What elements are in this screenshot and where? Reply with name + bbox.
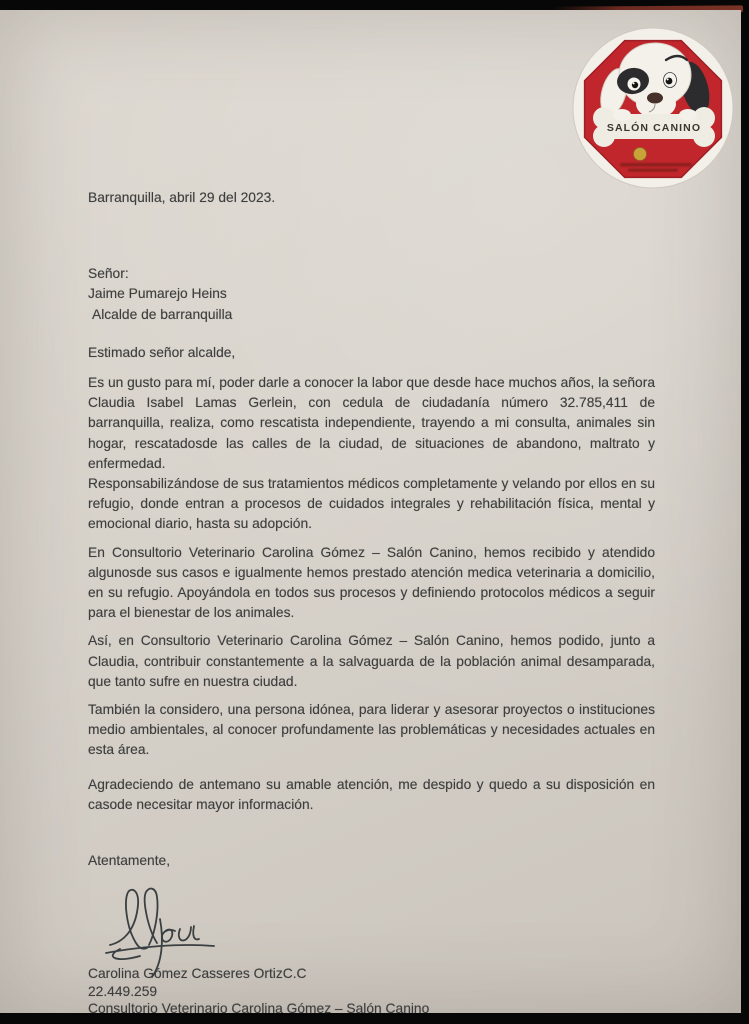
signature-letters xyxy=(162,926,199,942)
closing: Atentamente, xyxy=(88,853,171,869)
paragraph: Agradeciendo de antemano su amable atención, me despido y quedo a su disposición en casode necesitar mayor información. xyxy=(88,776,655,812)
signer-id-number: 22.449.259 xyxy=(88,983,158,999)
recipient-salutation: Señor: xyxy=(88,266,129,282)
paragraph: Es un gusto para mí, poder darle a conocer la labor que desde hace muchos años, la señora Claudia Isabel Lamas Gerlein, con cedula de ciudadanía número 32.785,411 de barranquilla, realiza, como rescatista independiente, trayendo a mi consulta, animales sin hogar, rescatadosde las calles de la ciudad, de situaciones de abandono, maltrato y enfermedad. xyxy=(88,375,655,471)
greeting: Estimado señor alcalde, xyxy=(88,344,236,360)
paragraph: Así, en Consultorio Veterinario Carolina Gómez – Salón Canino, hemos podido, junto a Claudia, contribuir constantemente a la salvaguarda de la población animal desamparada, que tanto sufre en nuestra ciudad. xyxy=(88,633,655,689)
signature-loop-1 xyxy=(110,890,147,949)
paragraph: También la considero, una persona idónea, para liderar y asesorar proyectos o instituciones medio ambientales, al conocer profundamente las problemáticas y necesidades actuales en esta área. xyxy=(88,702,655,758)
signer-name: Carolina Gómez Casseres OrtizC.C xyxy=(88,966,307,982)
signature-block xyxy=(88,965,655,1018)
signature-underline xyxy=(106,945,214,953)
signature-underline-loop xyxy=(113,949,140,959)
recipient-block xyxy=(88,264,655,325)
signature-loop-2 xyxy=(145,889,158,945)
paragraph: Responsabilizándose de sus tratamientos médicos completamente y velando por ellos en su refugio, donde entran a procesos de cuidados integrales y rehabilitación física, mental y emocional diario, hasta su adopción. xyxy=(88,476,655,532)
date-line: Barranquilla, abril 29 del 2023. xyxy=(88,190,276,205)
recipient-name: Jaime Pumarejo Heins xyxy=(88,286,227,302)
paragraph: En Consultorio Veterinario Carolina Gómez – Salón Canino, hemos recibido y atendido algunosde sus casos e igualmente hemos prestado atención medica veterinaria a domicilio, en su refugio. Apoyándola en todos sus procesos y definiendo protocolos médicos a seguir para el bienestar de los animales. xyxy=(88,544,655,621)
letter-page xyxy=(0,10,741,1017)
signer-organization: Consultorio Veterinario Carolina Gómez – Salón Canino xyxy=(88,1001,430,1017)
recipient-title: Alcalde de barranquilla xyxy=(92,306,233,322)
logo-label: SALÓN CANINO xyxy=(606,122,702,134)
letter-body xyxy=(0,10,741,1017)
